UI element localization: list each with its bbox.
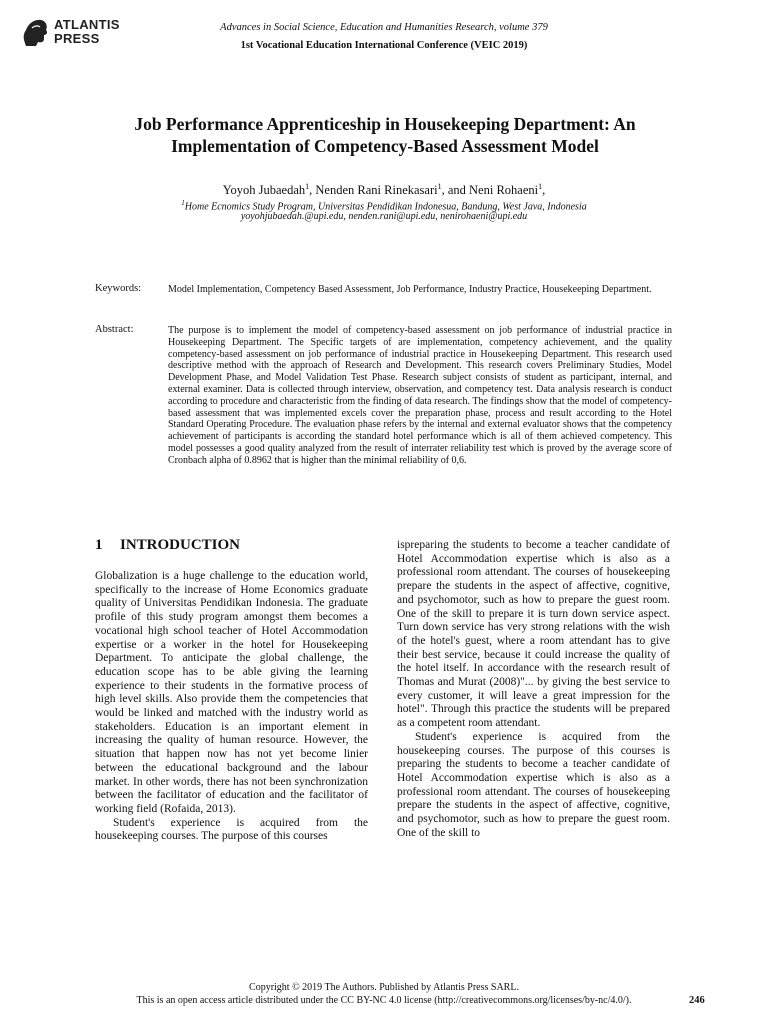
body-paragraph: Student's experience is acquired from the housekeeping courses. The purpose of this courses is preparing the students to become a teacher candidate of Hotel Accommodation expertise which is also as a professional room attendant. The courses of housekeeping prepare the students in the aspect of affective, cognitive, and psychomotor, such as how to prepare the guest room. One of the skill to [397,730,670,839]
section-number: 1 [95,537,103,553]
body-column-right [397,539,670,840]
body-paragraph: Student's experience is acquired from the housekeeping courses. The purpose of this courses [95,816,368,843]
affiliation-marker: 1 [538,182,543,191]
abstract-label: Abstract: [95,324,134,335]
body-paragraph: ispreparing the students to become a teacher candidate of Hotel Accommodation expertise which is also as a professional room attendant. The courses of housekeeping prepare the students in the aspect of affective, cognitive, and psychomotor, such as how to prepare the guest room. One of the skill to prepare it is turn down service aspect. Turn down service has very strong relations with the wish of the hotel's guest, where a room attendant has to give their best service, because it could increase the quality of the hotel itself. In accordance with the research result of Thomas and Murat (2008)"... by giving the best service to every customer, it will leave a great impression for the hotel". Through this practice the students will be prepared as a competent room attendant. [397,539,670,730]
keywords-label: Keywords: [95,283,142,294]
conference-title: 1st Vocational Education International Conference (VEIC 2019) [240,40,528,51]
footer-copyright: Copyright © 2019 The Authors. Published by Atlantis Press SARL. [249,982,519,993]
author-list: Yoyoh Jubaedah$^1$, Nenden Rani Rinekasari$^1$, and Neni Rohaeni$^1$, [222,182,546,198]
author-name: Yoyoh Jubaedah [222,183,306,198]
affiliation-marker: 1 [305,182,310,191]
author-emails: yoyohjubaedah.@upi.edu, nenden.rani@upi.edu, nenirohaeni@upi.edu [240,211,528,222]
paper-title [60,113,710,157]
paper-title-line2: Implementation of Competency-Based Assessment Model [171,136,599,156]
affiliation-text: Home Ecnomics Study Program, Universitas Pendidikan Indonesua, Bandung, West Java, Indonesia [184,201,587,213]
page-number: 246 [689,995,705,1006]
footer-license: This is an open access article distributed under the CC BY-NC 4.0 license (http://creativecommons.org/licenses/by-nc/4.0/). [136,995,632,1006]
author-name: Neni Rohaeni [469,183,539,198]
affiliation-marker: 1 [437,182,442,191]
publisher-name-line2: PRESS [54,31,100,46]
body-column-left [95,570,368,844]
section-title: INTRODUCTION [120,537,241,553]
paper-title-line1: Job Performance Apprenticeship in Housekeeping Department: An [134,114,636,134]
affiliation-marker: 1 [181,199,185,207]
section-heading [95,537,240,554]
body-paragraph: Globalization is a huge challenge to the education world, specifically to the increase of Home Economics graduate quality of Universitas Pendidikan Indonesia. The graduate profile of this study program amongst them becomes a vocational high school teacher of Hotel Accommodation expertise or a worker in the hotel for Housekeeping Department. To anticipate the global challenge, the education scope has to be able giving the learning experience to their students in the formative process of high level skills. Also provide them the competencies that would be linked and matched with the industry world as stakeholders. Education is an important element in increasing the quality of human resource. However, the situation that happen now has not yet become linier between the educational background and the labour market. In other words, there has not been synchronization between the facilitator of education and the facilitator of working field (Rofaida, 2013). [95,570,368,815]
author-name: Nenden Rani Rinekasari [315,183,438,198]
keywords-text: Model Implementation, Competency Based Assessment, Job Performance, Industry Practice, Housekeeping Department. [168,284,652,295]
abstract-text: The purpose is to implement the model of competency-based assessment on job performance of industrial practice in Housekeeping Department. The Specific targets of are implementation, competency achievement, and the quality competency-based assessment on job performance of industrial practice in Housekeeping Department. This research used descriptive method with the approach of Research and Development. This research covers Preliminary Studies, Model Development Phase, and Model Validation Test Phase. Research subject consists of student as participant, internal, and external examiner. Data is collected through interview, observation, and competency test. Data analysis research is conduct according to procedure and characteristic from the finding of data research. The findings show that the model of competency-based assessment that was implemented excels cover the preparation phase, process and result according to the Hotel Standard Operating Procedure. The evaluation phase refers by the internal and external evaluator shows that the competency achievement of participants is according the standard hotel performance which is all of them achieved competency. This model possesses a good quality analyzed from the result of interrater reliability test which is proved by the average score of Cronbach alpha of 0.8962 that is higher than the minimal reliability of 0,6. [168,325,672,466]
journal-title: Advances in Social Science, Education and Humanities Research, volume 379 [220,22,548,33]
publisher-name-line1: ATLANTIS [54,17,120,32]
